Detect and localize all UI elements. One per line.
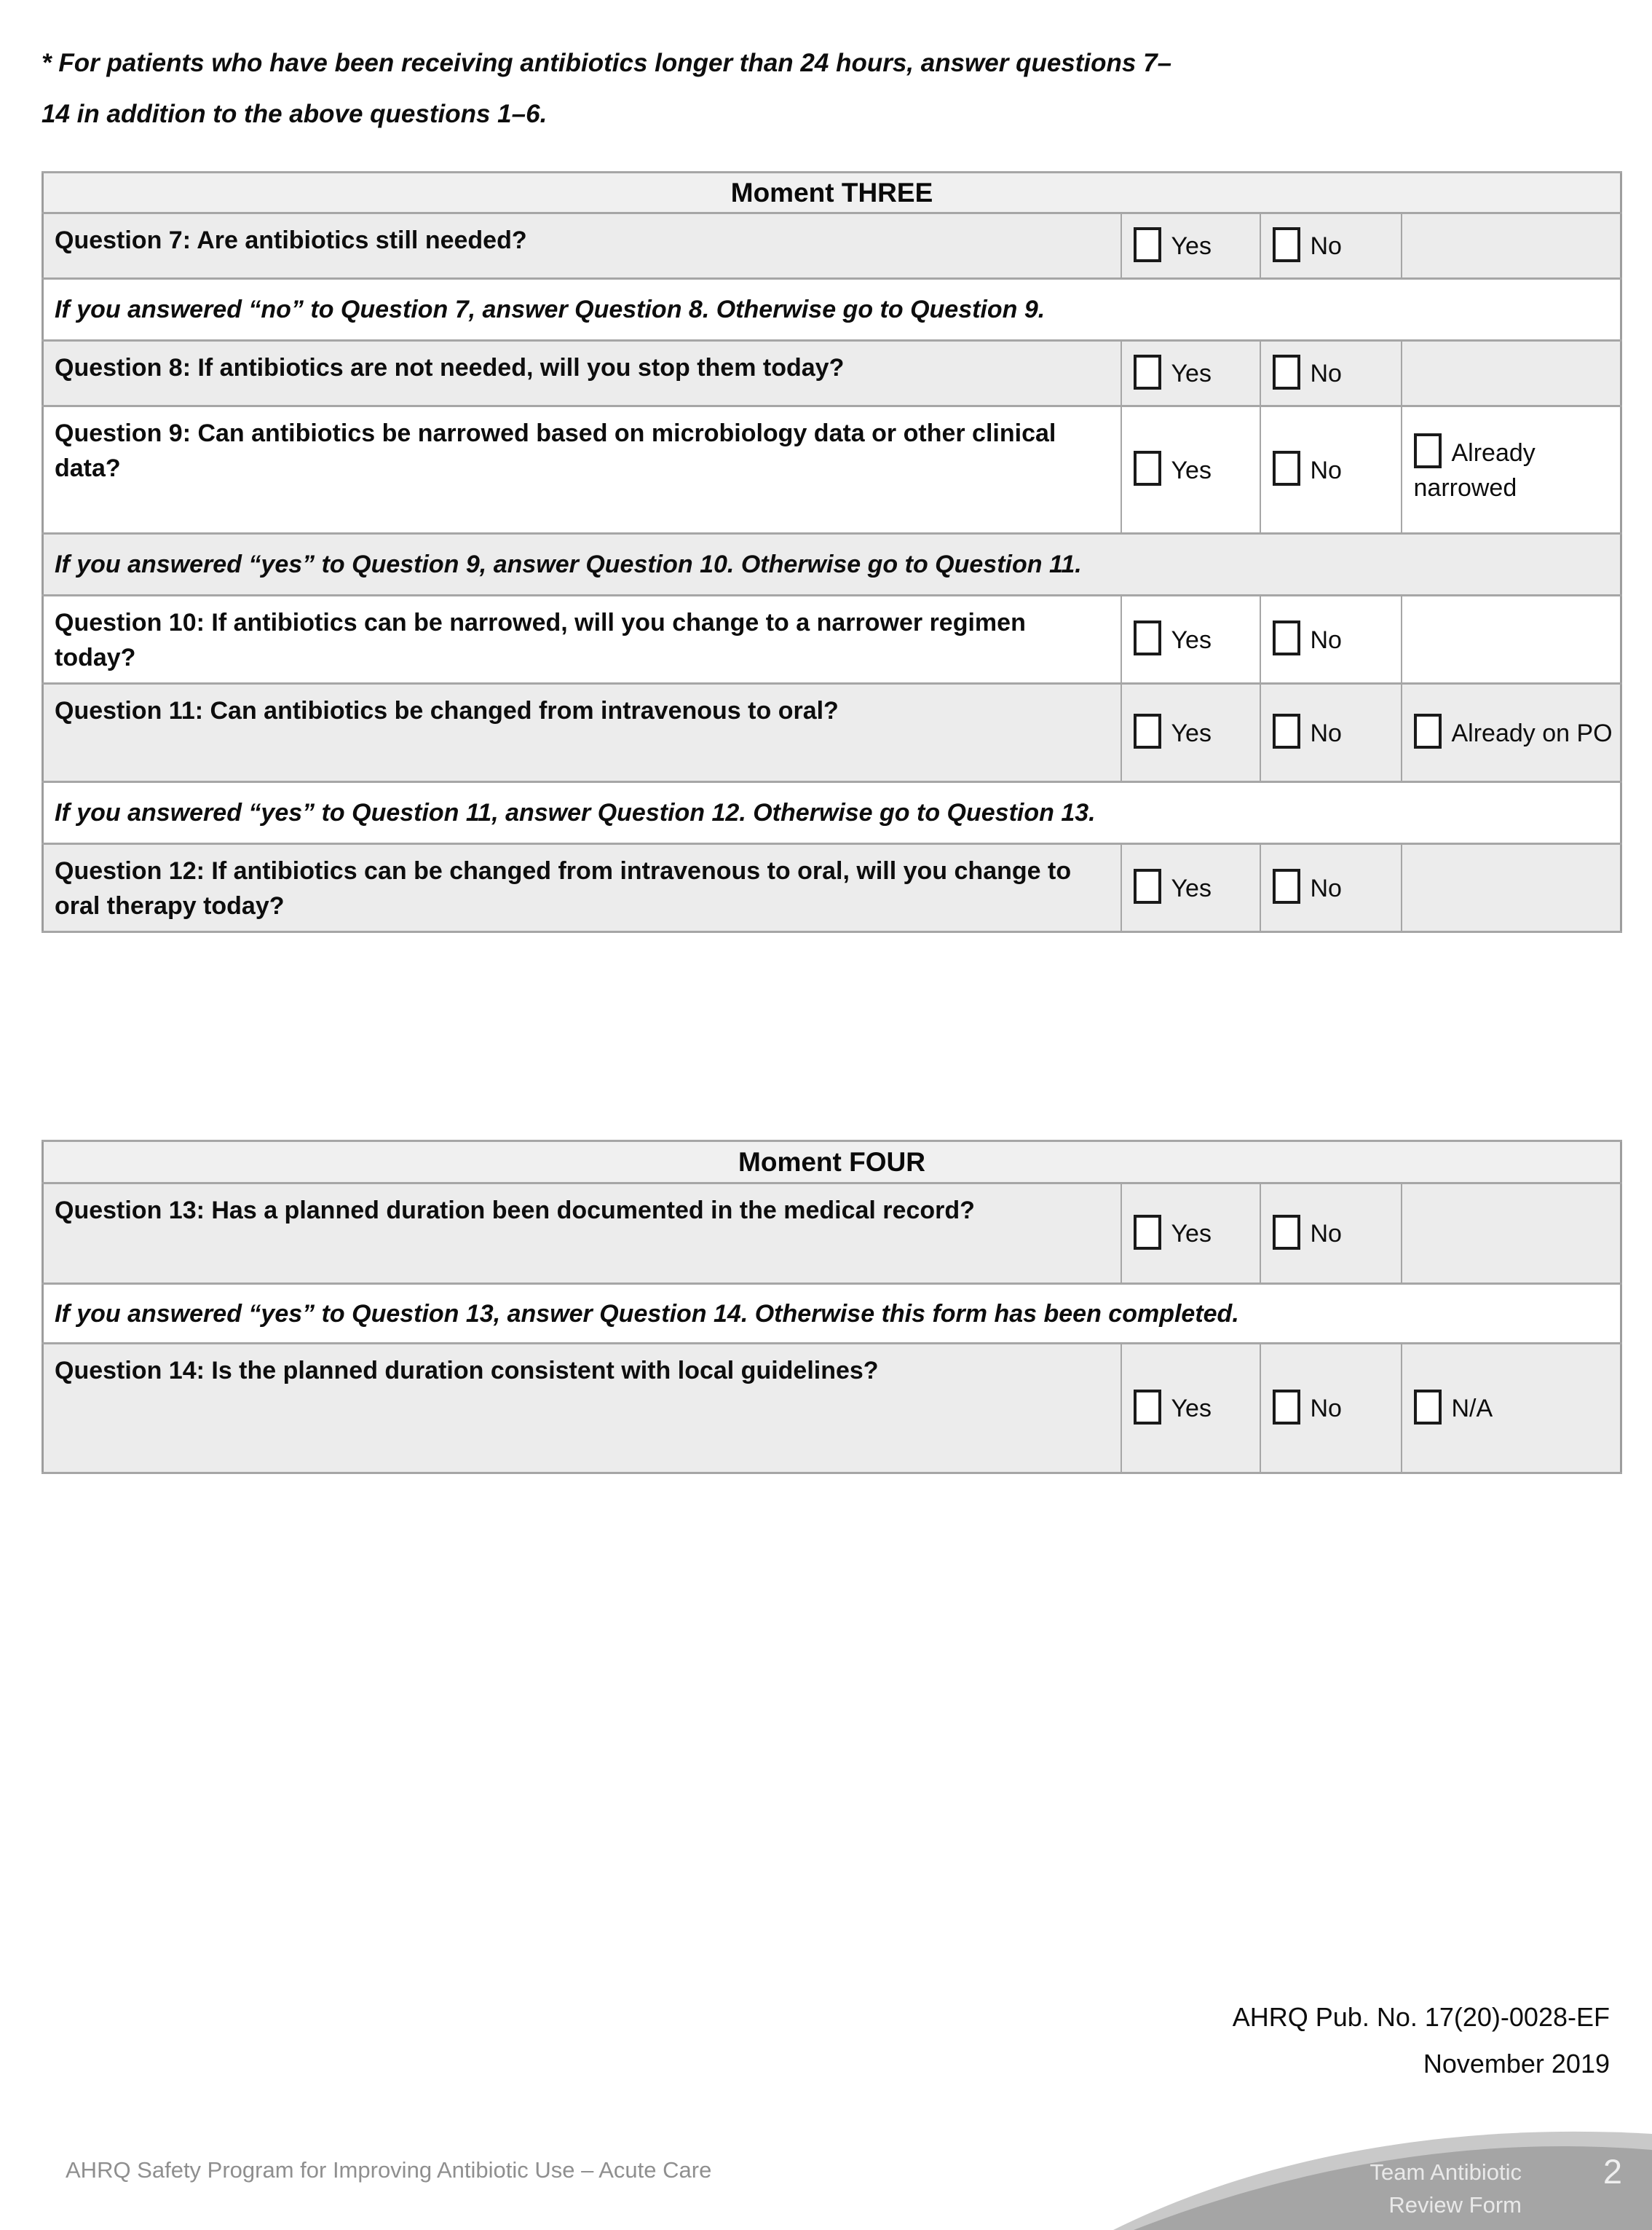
empty-checkbox-icon <box>1134 451 1161 486</box>
no-cell <box>1260 213 1402 279</box>
extra-cell <box>1402 1183 1621 1284</box>
q9-yes-checkbox[interactable]: Yes <box>1134 455 1212 483</box>
empty-checkbox-icon <box>1134 714 1161 749</box>
no-cell <box>1260 1344 1402 1473</box>
q14-yes-checkbox[interactable]: Yes <box>1134 1393 1212 1421</box>
yes-cell <box>1121 684 1260 782</box>
footer-form-name: Team Antibiotic Review Form <box>1370 2159 1522 2218</box>
q9-already-narrowed-checkbox[interactable]: Already narrowed <box>1414 438 1536 500</box>
no-cell <box>1260 341 1402 406</box>
question-cell: Question 13: Has a planned duration been documented in the medical record? <box>43 1183 1121 1284</box>
moment-three-table <box>42 171 1622 933</box>
empty-checkbox-icon <box>1414 1390 1442 1425</box>
question-cell: Question 11: Can antibiotics be changed from intravenous to oral? <box>43 684 1121 782</box>
moment-four-table <box>42 1140 1622 1474</box>
empty-checkbox-icon <box>1134 1215 1161 1250</box>
publication-date: November 2019 <box>1423 2049 1610 2079</box>
note-row-q9 <box>43 534 1621 596</box>
footer-program-name: AHRQ Safety Program for Improving Antibiotic Use – Acute Care <box>66 2157 712 2183</box>
q13-yes-checkbox[interactable]: Yes <box>1134 1218 1212 1246</box>
empty-checkbox-icon <box>1273 451 1300 486</box>
yes-cell <box>1121 596 1260 684</box>
q12-yes-checkbox[interactable]: Yes <box>1134 873 1212 901</box>
yes-cell <box>1121 213 1260 279</box>
q8-yes-checkbox[interactable]: Yes <box>1134 358 1212 386</box>
note-row-q11 <box>43 782 1621 844</box>
publication-number: AHRQ Pub. No. 17(20)-0028-EF <box>1232 2002 1610 2032</box>
empty-checkbox-icon <box>1414 433 1442 468</box>
empty-checkbox-icon <box>1273 869 1300 904</box>
empty-checkbox-icon <box>1414 714 1442 749</box>
empty-checkbox-icon <box>1134 227 1161 262</box>
table-title: Moment THREE <box>43 173 1621 213</box>
extra-cell <box>1402 596 1621 684</box>
no-cell <box>1260 684 1402 782</box>
question-cell: Question 8: If antibiotics are not needed, will you stop them today? <box>43 341 1121 406</box>
q7-no-checkbox[interactable]: No <box>1273 231 1342 259</box>
question-cell: Question 9: Can antibiotics be narrowed based on microbiology data or other clinical data? <box>43 406 1121 534</box>
no-cell <box>1260 406 1402 534</box>
question-cell: Question 14: Is the planned duration consistent with local guidelines? <box>43 1344 1121 1473</box>
publication-info <box>1233 1994 1610 2087</box>
no-cell <box>1260 844 1402 932</box>
q11-already-on-po-checkbox[interactable]: Already on PO <box>1414 718 1613 746</box>
note-row-q7 <box>43 279 1621 341</box>
question-cell: Question 12: If antibiotics can be changed from intravenous to oral, will you change to oral therapy today? <box>43 844 1121 932</box>
question-row-14 <box>43 1344 1621 1473</box>
empty-checkbox-icon <box>1134 1390 1161 1425</box>
q14-no-checkbox[interactable]: No <box>1273 1393 1342 1421</box>
no-cell <box>1260 596 1402 684</box>
extra-cell <box>1402 213 1621 279</box>
q8-no-checkbox[interactable]: No <box>1273 358 1342 386</box>
note-text: If you answered “yes” to Question 11, answer Question 12. Otherwise go to Question 13. <box>43 782 1621 844</box>
q7-yes-checkbox[interactable]: Yes <box>1134 231 1212 259</box>
empty-checkbox-icon <box>1134 869 1161 904</box>
page-number: 2 <box>1602 2152 1622 2191</box>
yes-cell <box>1121 406 1260 534</box>
question-row-10 <box>43 596 1621 684</box>
question-row-12 <box>43 844 1621 932</box>
note-row-q13 <box>43 1284 1621 1344</box>
empty-checkbox-icon <box>1273 1390 1300 1425</box>
empty-checkbox-icon <box>1273 227 1300 262</box>
q9-no-checkbox[interactable]: No <box>1273 455 1342 483</box>
empty-checkbox-icon <box>1134 355 1161 390</box>
q10-yes-checkbox[interactable]: Yes <box>1134 625 1212 653</box>
yes-cell <box>1121 341 1260 406</box>
extra-cell <box>1402 844 1621 932</box>
question-cell: Question 7: Are antibiotics still needed? <box>43 213 1121 279</box>
yes-cell <box>1121 844 1260 932</box>
empty-checkbox-icon <box>1273 355 1300 390</box>
extra-cell <box>1402 406 1621 534</box>
question-row-8 <box>43 341 1621 406</box>
no-cell <box>1260 1183 1402 1284</box>
q13-no-checkbox[interactable]: No <box>1273 1218 1342 1246</box>
q10-no-checkbox[interactable]: No <box>1273 625 1342 653</box>
question-cell: Question 10: If antibiotics can be narrowed, will you change to a narrower regimen today? <box>43 596 1121 684</box>
question-row-13 <box>43 1183 1621 1284</box>
yes-cell <box>1121 1183 1260 1284</box>
note-text: If you answered “no” to Question 7, answer Question 8. Otherwise go to Question 9. <box>43 279 1621 341</box>
note-text: If you answered “yes” to Question 9, answer Question 10. Otherwise go to Question 11. <box>43 534 1621 596</box>
table-title: Moment FOUR <box>43 1141 1621 1183</box>
yes-cell <box>1121 1344 1260 1473</box>
table-header-row <box>43 173 1621 213</box>
empty-checkbox-icon <box>1134 620 1161 655</box>
extra-cell <box>1402 341 1621 406</box>
empty-checkbox-icon <box>1273 714 1300 749</box>
empty-checkbox-icon <box>1273 1215 1300 1250</box>
q14-na-checkbox[interactable]: N/A <box>1414 1393 1493 1421</box>
footer-swoosh <box>1113 2121 1652 2230</box>
empty-checkbox-icon <box>1273 620 1300 655</box>
question-row-9 <box>43 406 1621 534</box>
q11-yes-checkbox[interactable]: Yes <box>1134 718 1212 746</box>
intro-note: * For patients who have been receiving antibiotics longer than 24 hours, answer questions 7–14 in addition to the above questions 1–6. <box>42 49 1172 128</box>
note-text: If you answered “yes” to Question 13, answer Question 14. Otherwise this form has been completed. <box>43 1284 1621 1344</box>
question-row-11 <box>43 684 1621 782</box>
q12-no-checkbox[interactable]: No <box>1273 873 1342 901</box>
question-row-7 <box>43 213 1621 279</box>
q11-no-checkbox[interactable]: No <box>1273 718 1342 746</box>
extra-cell <box>1402 684 1621 782</box>
table-header-row <box>43 1141 1621 1183</box>
extra-cell <box>1402 1344 1621 1473</box>
